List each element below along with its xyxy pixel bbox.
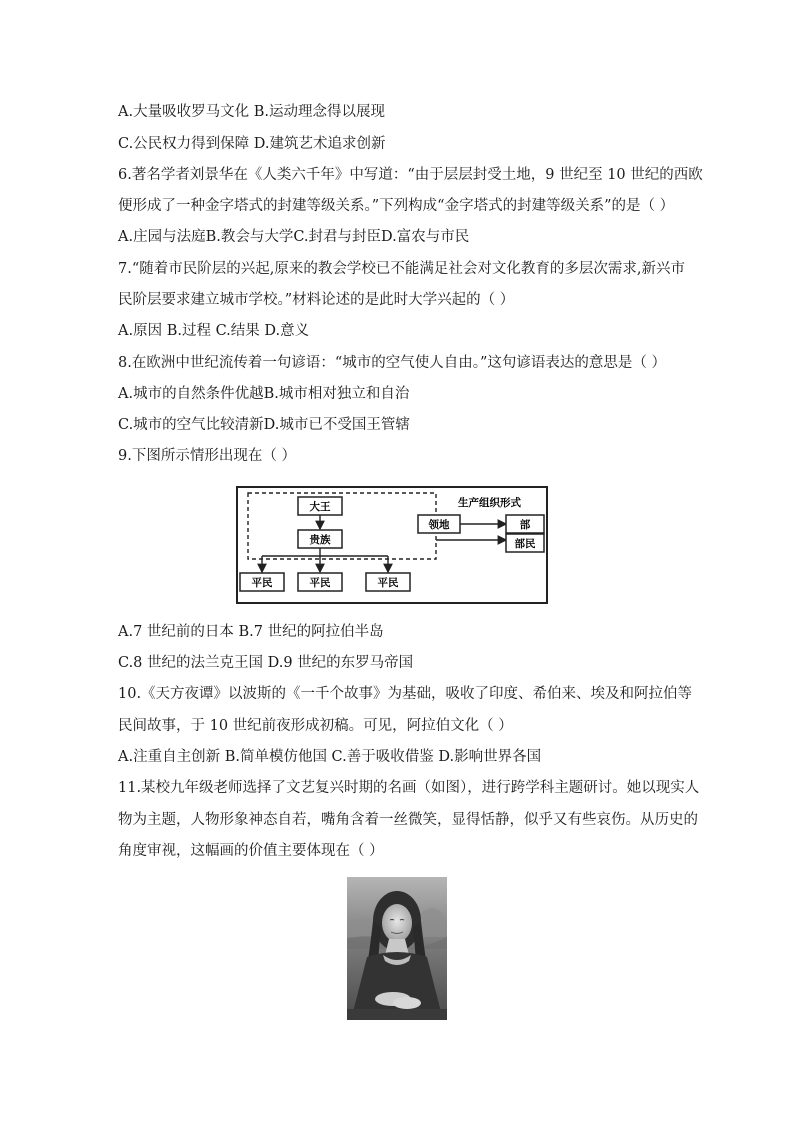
commoner-label: 平民: [377, 577, 399, 589]
question-text-line: 9.下图所示情形出现在（ ）: [118, 448, 296, 464]
noble-label: 贵族: [309, 534, 331, 546]
question-text-line: 11.某校九年级老师选择了文艺复兴时期的名画（如图），进行跨学科主题研讨。她以现实人: [118, 780, 700, 796]
question-text-line: 10.《天方夜谭》以波斯的《一千个故事》为基础，吸收了印度、希伯来、埃及和阿拉伯等: [118, 686, 693, 702]
domain-label: 领地: [428, 519, 450, 531]
bumin-label: 部民: [514, 538, 536, 550]
mona-lisa-painting: [347, 877, 447, 1020]
question-text-line: 物为主题，人物形象神态自若，嘴角含着一丝微笑，显得恬静，似乎又有些哀伤。从历史的: [118, 812, 698, 828]
question-text-line: 民间故事，于 10 世纪前夜形成初稿。可见，阿拉伯文化（ ）: [118, 718, 513, 734]
question-text-line: C.城市的空气比较清新D.城市已不受国王管辖: [118, 417, 410, 433]
question-text-line: 民阶层要求建立城市学校。”材料论述的是此时大学兴起的（ ）: [118, 292, 515, 308]
question-text-line: 7.“随着市民阶层的兴起,原来的教会学校已不能满足社会对文化教育的多层次需求,新兴市: [118, 261, 685, 277]
question-text-line: A.大量吸收罗马文化 B.运动理念得以展现: [118, 104, 385, 120]
question-text-line: A.注重自主创新 B.简单模仿他国 C.善于吸收借鉴 D.影响世界各国: [118, 749, 542, 765]
social-structure-diagram: [236, 486, 548, 604]
question-text-line: 角度审视，这幅画的价值主要体现在（ ）: [118, 843, 384, 859]
king-label: 大王: [309, 501, 331, 513]
question-text-line: 便形成了一种金字塔式的封建等级关系。”下列构成“金字塔式的封建等级关系”的是（ ）: [118, 198, 675, 214]
question-text-line: A.7 世纪前的日本 B.7 世纪的阿拉伯半岛: [118, 624, 384, 640]
question-text-line: 8.在欧洲中世纪流传着一句谚语：“城市的空气使人自由。”这句谚语表达的意思是（ ）: [118, 355, 667, 371]
commoner-label: 平民: [309, 577, 331, 589]
question-text-line: A.庄园与法庭B.教会与大学C.封君与封臣D.富农与市民: [118, 229, 470, 245]
commoner-label: 平民: [251, 577, 273, 589]
question-text-line: C.公民权力得到保障 D.建筑艺术追求创新: [118, 136, 386, 152]
question-text-line: A.原因 B.过程 C.结果 D.意义: [118, 323, 310, 339]
diagram-title: 生产组织形式: [458, 497, 521, 509]
question-text-line: C.8 世纪的法兰克王国 D.9 世纪的东罗马帝国: [118, 655, 414, 671]
bu-label: 部: [519, 519, 531, 531]
question-text-line: A.城市的自然条件优越B.城市相对独立和自治: [118, 386, 410, 402]
question-text-line: 6.著名学者刘景华在《人类六千年》中写道：“由于层层封受土地，9 世纪至 10 世纪的西欧: [118, 167, 703, 183]
